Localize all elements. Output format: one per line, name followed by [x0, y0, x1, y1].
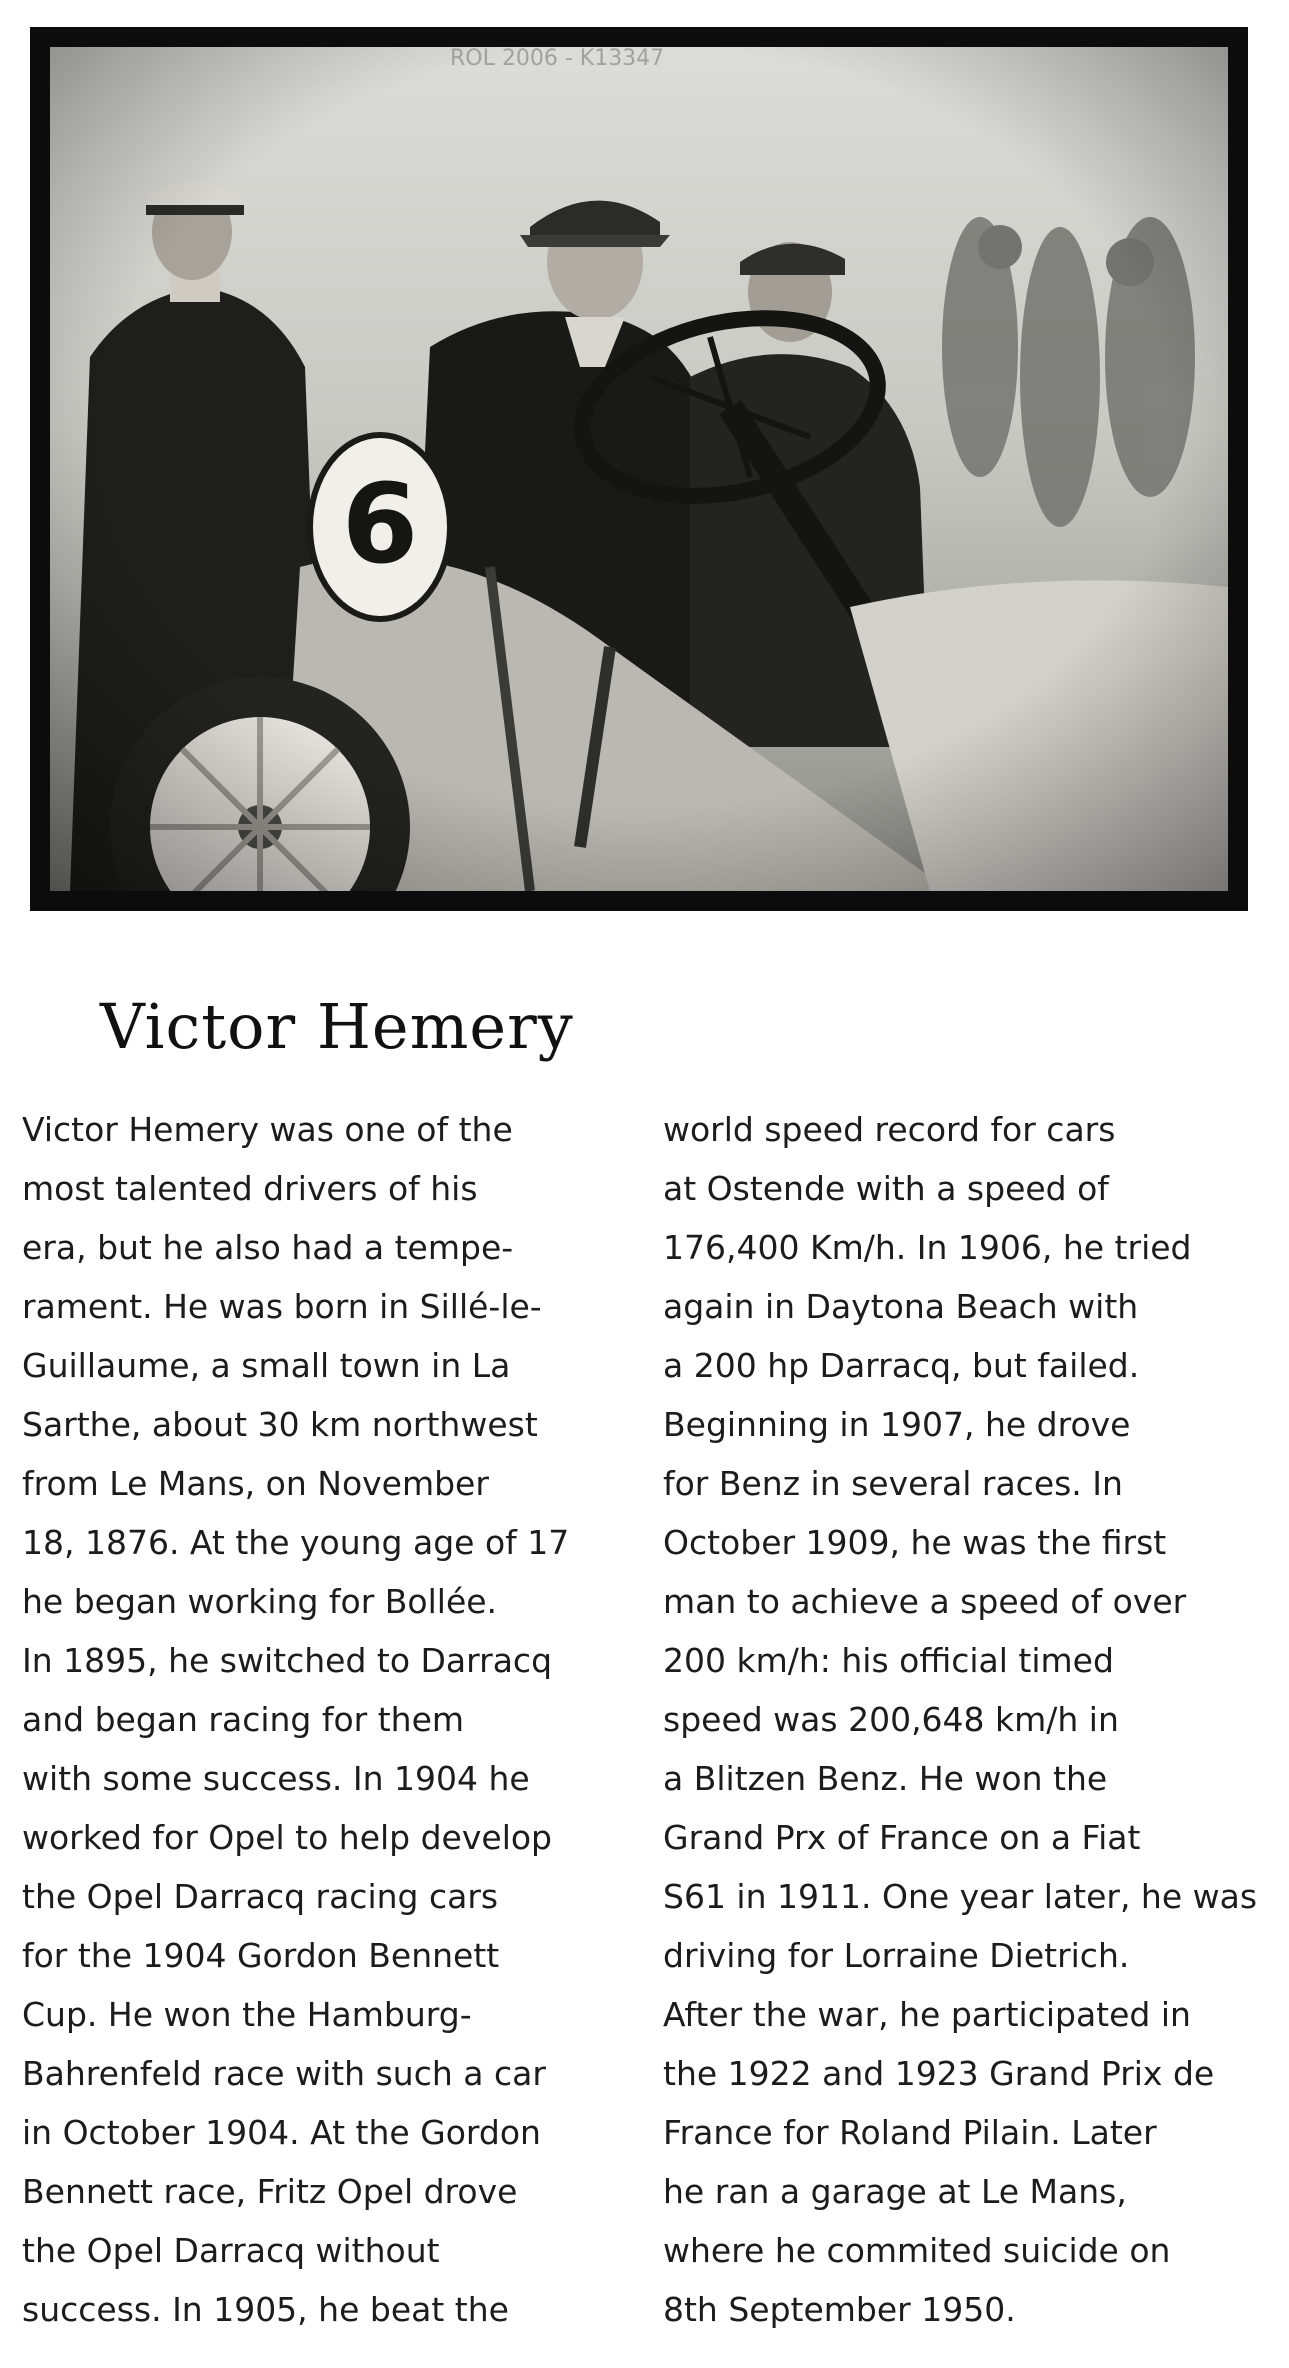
text-line: driving for Lorraine Dietrich.: [663, 1936, 1130, 1975]
text-line: a 200 hp Darracq, but failed.: [663, 1346, 1140, 1385]
text-line: again in Daytona Beach with: [663, 1287, 1139, 1326]
text-line: Victor Hemery was one of the: [22, 1110, 513, 1149]
article-title: Victor Hemery: [100, 990, 574, 1063]
text-line: he began working for Bollée.: [22, 1582, 498, 1621]
text-line: where he commited suicide on: [663, 2231, 1171, 2270]
text-line: success. In 1905, he beat the: [22, 2290, 509, 2329]
text-line: worked for Opel to help develop: [22, 1818, 552, 1857]
text-line: 200 km/h: his official timed: [663, 1641, 1114, 1680]
text-line: a Blitzen Benz. He won the: [663, 1759, 1108, 1798]
text-line: the Opel Darracq racing cars: [22, 1877, 499, 1916]
text-line: in October 1904. At the Gordon: [22, 2113, 541, 2152]
text-line: October 1909, he was the first: [663, 1523, 1167, 1562]
text-line: rament. He was born in Sillé-le-: [22, 1287, 542, 1326]
left-column-text: [22, 1100, 642, 2339]
text-line: Beginning in 1907, he drove: [663, 1405, 1131, 1444]
text-line: 8th September 1950.: [663, 2290, 1016, 2329]
text-line: speed was 200,648 km/h in: [663, 1700, 1119, 1739]
text-line: France for Roland Pilain. Later: [663, 2113, 1157, 2152]
text-line: In 1895, he switched to Darracq: [22, 1641, 553, 1680]
text-line: 18, 1876. At the young age of 17: [22, 1523, 570, 1562]
text-line: Bennett race, Fritz Opel drove: [22, 2172, 518, 2211]
photo-margin-annotation: ROL 2006 - K13347: [450, 47, 665, 71]
text-line: Sarthe, about 30 km northwest: [22, 1405, 538, 1444]
text-line: man to achieve a speed of over: [663, 1582, 1187, 1621]
text-line: he ran a garage at Le Mans,: [663, 2172, 1127, 2211]
text-line: Guillaume, a small town in La: [22, 1346, 511, 1385]
text-line: world speed record for cars: [663, 1110, 1116, 1149]
text-line: Grand Prx of France on a Fiat: [663, 1818, 1141, 1857]
text-line: from Le Mans, on November: [22, 1464, 489, 1503]
text-line: S61 in 1911. One year later, he was: [663, 1877, 1258, 1916]
text-line: Bahrenfeld race with such a car: [22, 2054, 546, 2093]
text-line: the 1922 and 1923 Grand Prix de: [663, 2054, 1215, 2093]
historic-race-car-photo: [50, 47, 1228, 891]
text-line: 176,400 Km/h. In 1906, he tried: [663, 1228, 1192, 1267]
text-line: at Ostende with a speed of: [663, 1169, 1109, 1208]
text-line: After the war, he participated in: [663, 1995, 1191, 2034]
right-column-text: [663, 1100, 1263, 2339]
text-line: and began racing for them: [22, 1700, 465, 1739]
text-line: Cup. He won the Hamburg-: [22, 1995, 472, 2034]
text-line: for the 1904 Gordon Bennett: [22, 1936, 500, 1975]
text-line: the Opel Darracq without: [22, 2231, 440, 2270]
text-line: most talented drivers of his: [22, 1169, 478, 1208]
text-line: era, but he also had a tempe-: [22, 1228, 514, 1267]
text-line: for Benz in several races. In: [663, 1464, 1123, 1503]
photo-frame: [30, 27, 1248, 911]
text-line: with some success. In 1904 he: [22, 1759, 530, 1798]
